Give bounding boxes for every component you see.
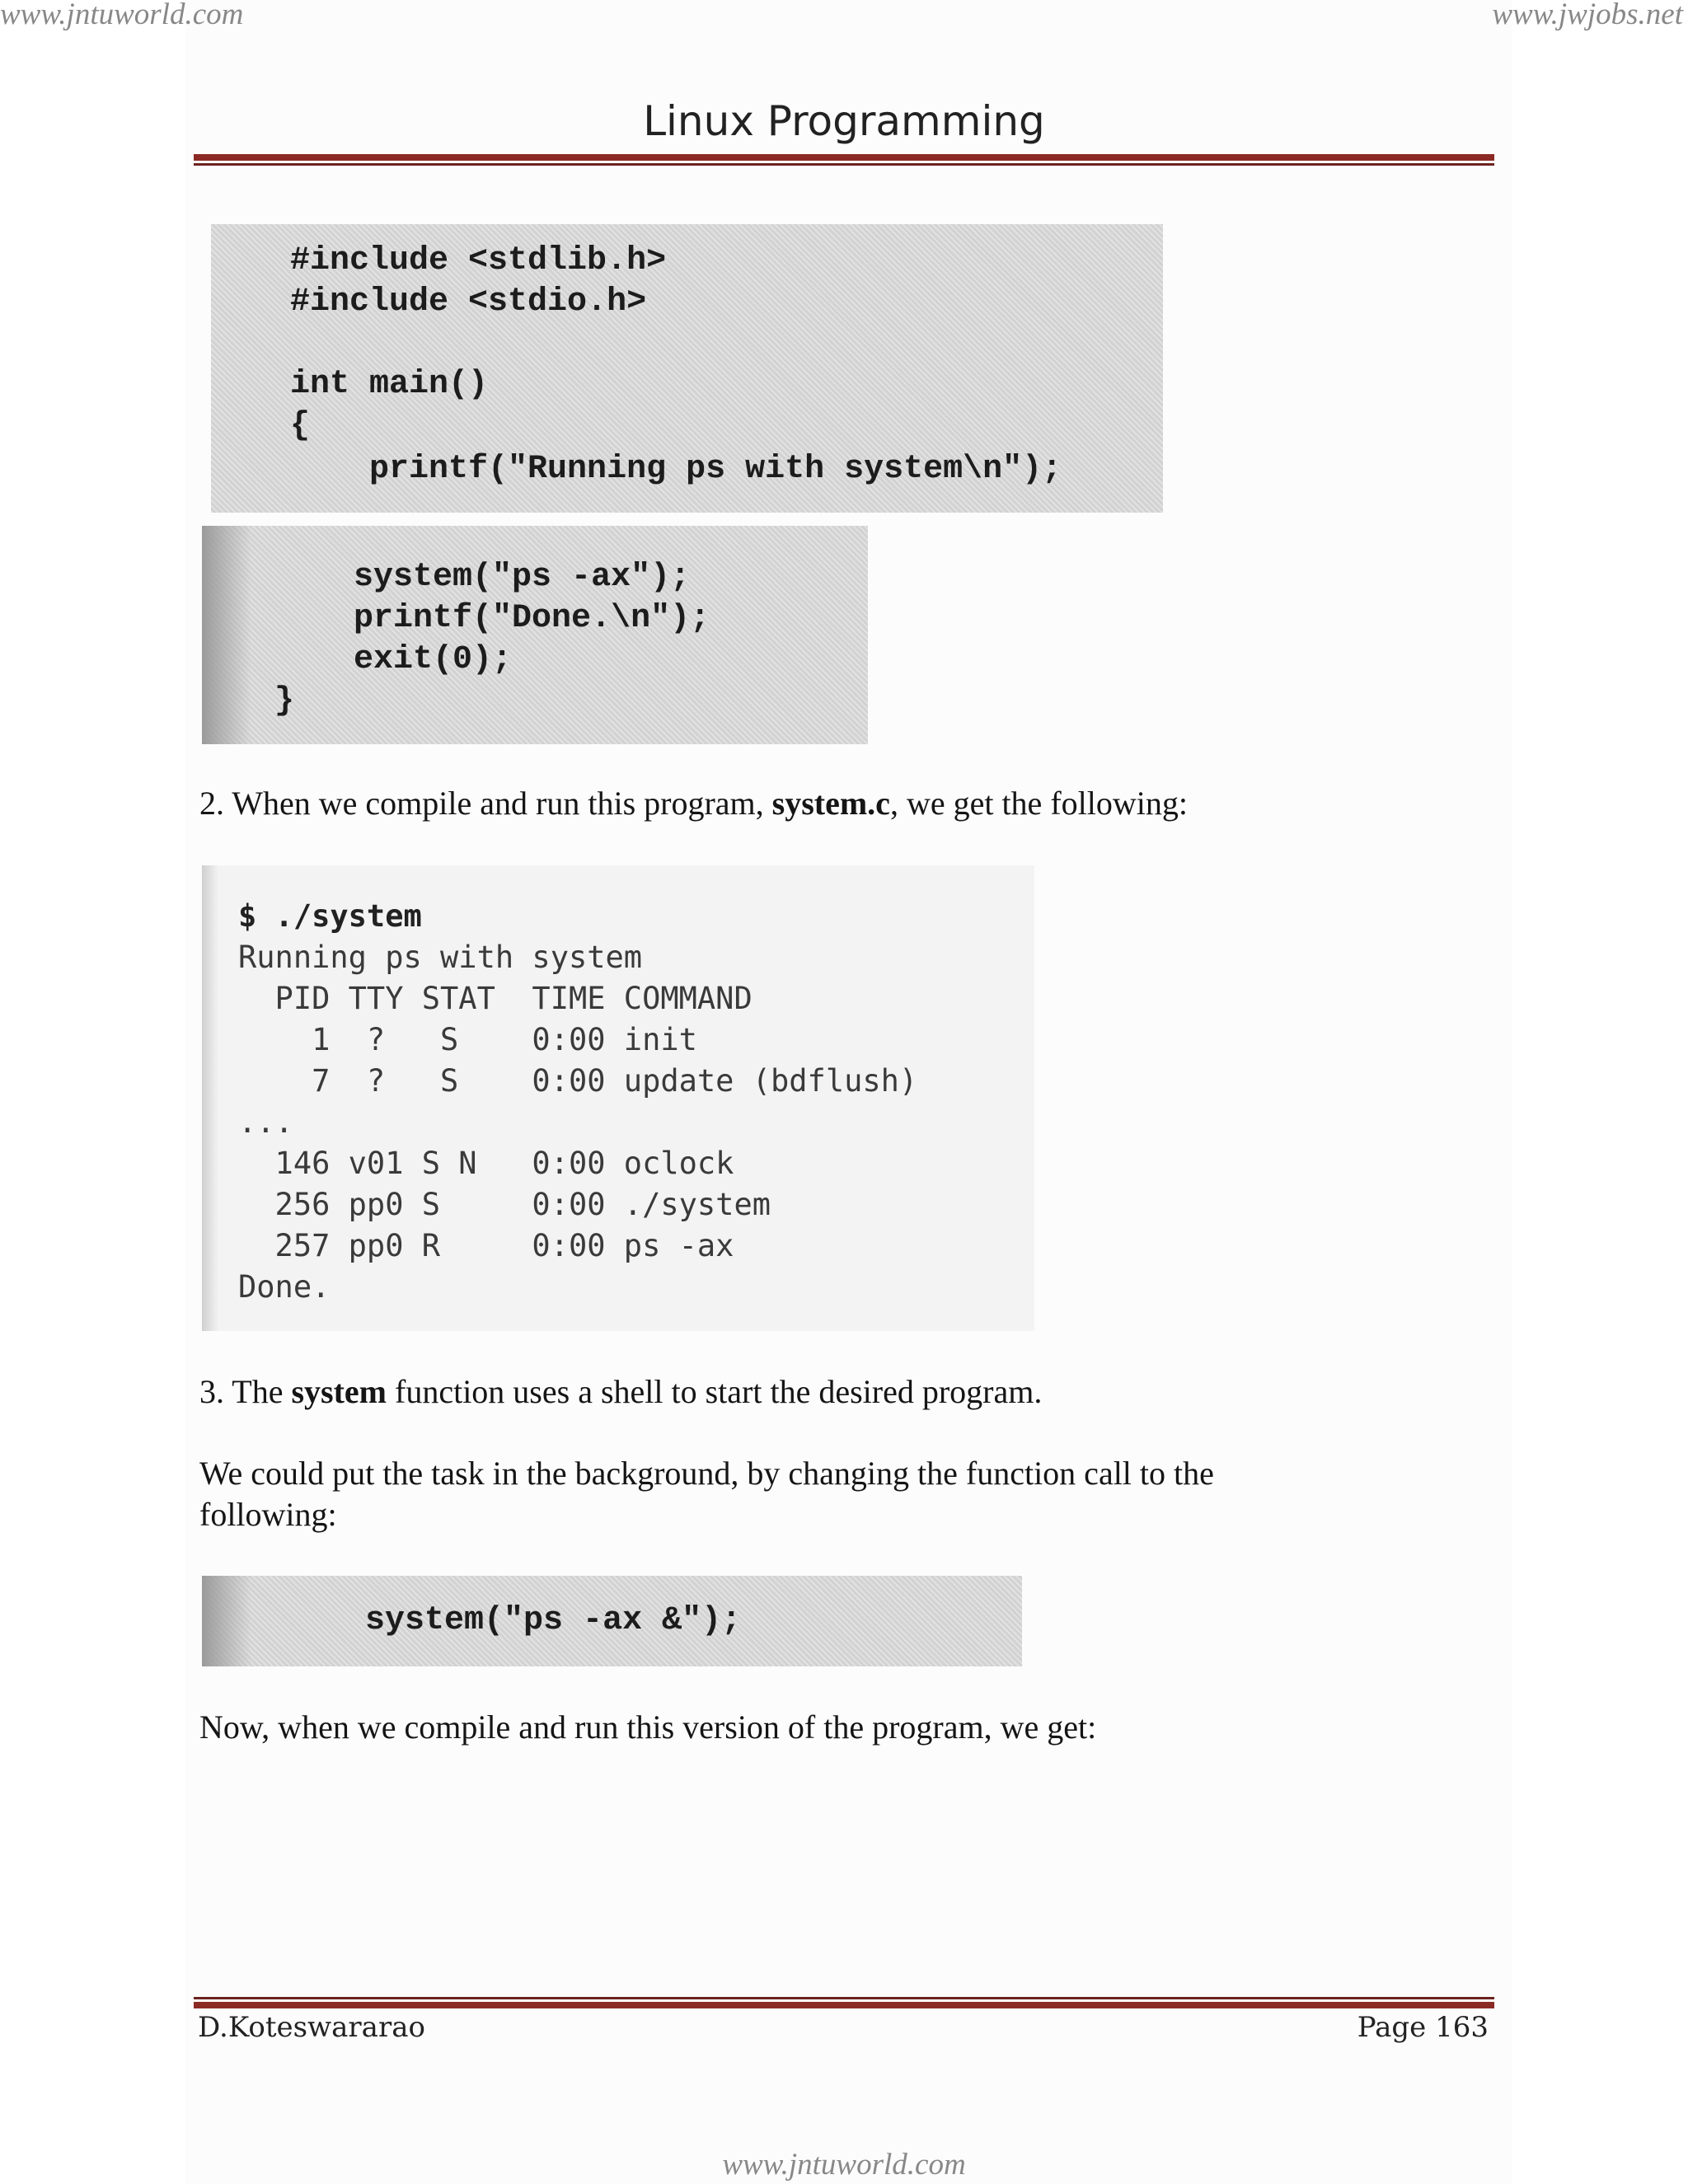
paragraph-line: We could put the task in the background, by changing the function call to the bbox=[199, 1455, 1214, 1492]
terminal-line: Done. bbox=[238, 1269, 331, 1305]
terminal-line: PID TTY STAT TIME COMMAND bbox=[238, 981, 753, 1016]
code-block-2 bbox=[202, 526, 868, 744]
code-line: printf("Running ps with system\n"); bbox=[290, 451, 1062, 488]
footer-page-number: Page 163 bbox=[1357, 2011, 1489, 2044]
scan-shadow bbox=[202, 526, 251, 744]
paragraph-5: Now, when we compile and run this version of the program, we get: bbox=[199, 1708, 1097, 1746]
paragraph-text: function uses a shell to start the desired program. bbox=[387, 1373, 1043, 1410]
terminal-line: $ ./system bbox=[238, 898, 422, 934]
code-line: #include <stdlib.h> bbox=[290, 242, 667, 279]
paragraph-text: 2. When we compile and run this program, bbox=[199, 785, 772, 822]
scan-shadow bbox=[202, 1576, 251, 1666]
paragraph-text: 3. The bbox=[199, 1373, 292, 1410]
terminal-output bbox=[202, 865, 1034, 1331]
code-line: { bbox=[290, 407, 311, 444]
paragraph-text: , we get the following: bbox=[889, 785, 1188, 822]
code-line: #include <stdio.h> bbox=[290, 284, 647, 321]
code-line: system("ps -ax"); bbox=[274, 559, 691, 596]
code-line: } bbox=[274, 682, 295, 719]
paragraph-2 bbox=[199, 783, 1188, 824]
watermark-bottom[interactable]: www.jntuworld.com bbox=[722, 2148, 966, 2182]
terminal-line: Running ps with system bbox=[238, 940, 643, 975]
footer-rule bbox=[194, 1997, 1494, 2008]
terminal-line: 256 pp0 S 0:00 ./system bbox=[238, 1187, 771, 1222]
footer-author: D.Koteswararao bbox=[198, 2011, 425, 2044]
terminal-line: ... bbox=[238, 1104, 293, 1140]
terminal-line: 257 pp0 R 0:00 ps -ax bbox=[238, 1228, 734, 1263]
paragraph-3 bbox=[199, 1371, 1042, 1413]
watermark-top-left[interactable]: www.jntuworld.com bbox=[0, 0, 244, 31]
page-title: Linux Programming bbox=[643, 97, 1045, 145]
header-rule bbox=[194, 154, 1494, 166]
code-line: printf("Done.\n"); bbox=[274, 600, 710, 637]
paragraph-4 bbox=[199, 1453, 1214, 1535]
code-block-1 bbox=[211, 224, 1163, 513]
code-block-3 bbox=[202, 1576, 1022, 1666]
code-line: int main() bbox=[290, 366, 489, 403]
watermark-top-right[interactable]: www.jwjobs.net bbox=[1492, 0, 1683, 31]
terminal-line: 1 ? S 0:00 init bbox=[238, 1022, 697, 1057]
bold-term: system bbox=[291, 1373, 387, 1410]
code-line: system("ps -ax &"); bbox=[286, 1602, 742, 1639]
bold-term: system.c bbox=[771, 785, 890, 822]
paragraph-line: following: bbox=[199, 1496, 337, 1533]
terminal-line: 7 ? S 0:00 update (bdflush) bbox=[238, 1063, 918, 1099]
code-line: exit(0); bbox=[274, 641, 513, 678]
terminal-line: 146 v01 S N 0:00 oclock bbox=[238, 1146, 734, 1181]
